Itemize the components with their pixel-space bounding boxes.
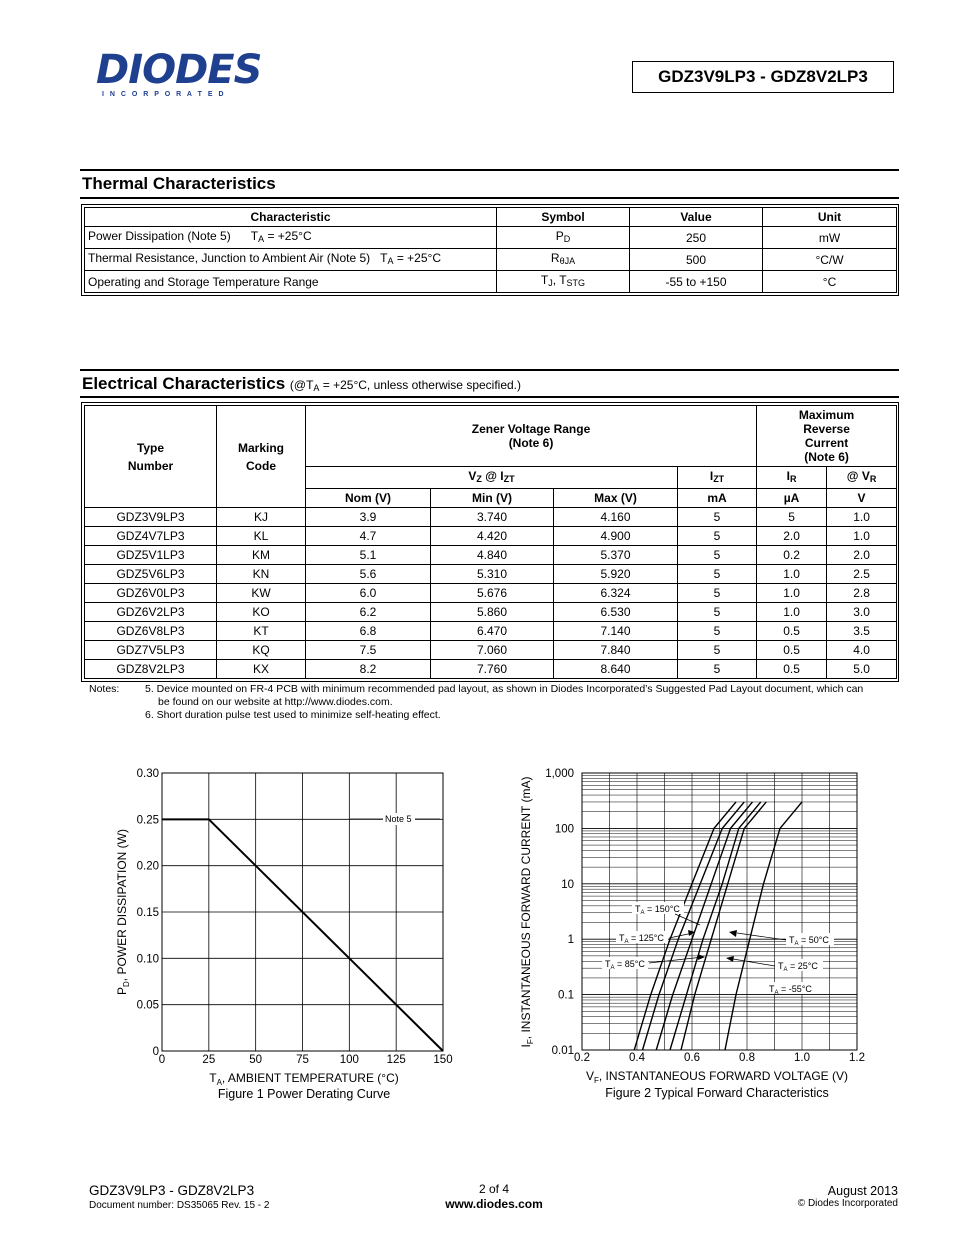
cell-marking: KJ: [217, 508, 306, 527]
thermal-row: [85, 271, 897, 293]
electrical-body: [85, 508, 897, 679]
th-unit: Unit: [763, 208, 897, 227]
cell-unit: mW: [763, 227, 897, 249]
fig2-curves: [634, 802, 802, 1050]
fig1-xlabel: $T_A$, AMBIENT TEMPERATURE (°C): [209, 1071, 399, 1087]
cell-izt: 5: [678, 660, 757, 679]
thermal-row: [85, 249, 897, 271]
cell-type: GDZ7V5LP3: [85, 641, 217, 660]
cell-symbol: $T_J$, $T_{STG}$: [497, 271, 630, 293]
cell-min: 5.310: [431, 565, 554, 584]
fig2-xtick: 1.2: [849, 1052, 865, 1064]
cell-marking: KO: [217, 603, 306, 622]
th-ir: $I_R$: [757, 467, 827, 489]
diodes-logo: [96, 47, 271, 98]
cell-marking: KX: [217, 660, 306, 679]
th-value: Value: [630, 208, 763, 227]
cell-vr: 2.5: [827, 565, 897, 584]
cell-max: 5.370: [554, 546, 678, 565]
cell-marking: KW: [217, 584, 306, 603]
electrical-title-wrap: [82, 374, 521, 394]
label-125c: $T_A = 125^\circ C$: [619, 933, 664, 945]
fig2-ytick: 10: [561, 878, 574, 891]
cell-max: 8.640: [554, 660, 678, 679]
cell-max: 4.900: [554, 527, 678, 546]
figure-1-chart: [100, 760, 470, 1105]
cell-ir: 1.0: [757, 565, 827, 584]
fig1-note-label: Note 5: [385, 814, 412, 824]
electrical-row: [85, 546, 897, 565]
cell-izt: 5: [678, 546, 757, 565]
fig1-ytick: 0.15: [136, 907, 159, 919]
cell-value: 500: [630, 249, 763, 271]
cell-max: 6.324: [554, 584, 678, 603]
notes-label: Notes:: [89, 683, 120, 695]
note-5-cont: be found on our website at http://www.diodes.com.: [158, 696, 393, 708]
th-symbol: Symbol: [497, 208, 630, 227]
cell-value: 250: [630, 227, 763, 249]
th-characteristic: Characteristic: [85, 208, 497, 227]
electrical-table-frame: [81, 402, 899, 682]
th-zener-range: Zener Voltage Range (Note 6): [306, 406, 757, 467]
part-range-box: [632, 61, 894, 93]
cell-izt: 5: [678, 565, 757, 584]
fig1-ytick: 0.30: [136, 768, 159, 780]
cell-unit: °C/W: [763, 249, 897, 271]
cell-vr: 3.0: [827, 603, 897, 622]
thermal-title: Thermal Characteristics: [82, 174, 276, 193]
electrical-header-row: [85, 406, 897, 467]
fig1-ytick: 0.20: [136, 860, 159, 873]
fig1-xtick: 25: [202, 1054, 216, 1066]
fig2-curve-0: [634, 802, 736, 1050]
cell-max: 4.160: [554, 508, 678, 527]
electrical-row: [85, 660, 897, 679]
fig2-xtick: 0.2: [574, 1052, 590, 1064]
fig1-ytick: 0: [152, 1046, 159, 1058]
note-6: 6. Short duration pulse test used to minimize self-heating effect.: [145, 709, 441, 721]
thermal-row: [85, 227, 897, 249]
electrical-table: [84, 405, 897, 679]
fig1-xtick: 0: [158, 1054, 166, 1066]
fig1-ytick: 0.25: [136, 814, 159, 827]
thermal-table: [84, 207, 897, 293]
th-izt: $I_{ZT}$: [678, 467, 757, 489]
fig2-ylabel: $I_F$, INSTANTANEOUS FORWARD CURRENT (mA): [519, 776, 535, 1048]
fig2-ytick: 1: [567, 934, 574, 947]
cell-type: GDZ3V9LP3: [85, 508, 217, 527]
cell-nom: 6.8: [306, 622, 431, 641]
cell-marking: KQ: [217, 641, 306, 660]
th-nom: Nom (V): [306, 489, 431, 508]
cell-nom: 7.5: [306, 641, 431, 660]
cell-characteristic: Power Dissipation (Note 5) $T_A = +25^\circ C$: [85, 227, 497, 249]
cell-type: GDZ5V1LP3: [85, 546, 217, 565]
cell-nom: 6.2: [306, 603, 431, 622]
th-ma: mA: [678, 489, 757, 508]
cell-type: GDZ6V8LP3: [85, 622, 217, 641]
th-at-vr: @ $V_R$: [827, 467, 897, 489]
cell-max: 7.140: [554, 622, 678, 641]
electrical-row: [85, 584, 897, 603]
cell-ir: 2.0: [757, 527, 827, 546]
th-v: V: [827, 489, 897, 508]
cell-marking: KN: [217, 565, 306, 584]
thermal-rule-bottom: [80, 197, 899, 199]
thermal-table-frame: [81, 204, 899, 296]
thermal-header-row: [85, 208, 897, 227]
label-50c: $T_A = 50^\circ C$: [789, 935, 829, 947]
cell-vr: 2.0: [827, 546, 897, 565]
th-min: Min (V): [431, 489, 554, 508]
cell-vr: 3.5: [827, 622, 897, 641]
fig2-xtick: 0.4: [629, 1052, 645, 1064]
fig1-xtick: 125: [386, 1054, 406, 1066]
cell-type: GDZ4V7LP3: [85, 527, 217, 546]
cell-type: GDZ8V2LP3: [85, 660, 217, 679]
fig1-xtick: 150: [433, 1054, 453, 1066]
cell-min: 3.740: [431, 508, 554, 527]
cell-izt: 5: [678, 622, 757, 641]
part-range: GDZ3V9LP3 - GDZ8V2LP3: [658, 67, 868, 86]
th-max: Max (V): [554, 489, 678, 508]
cell-type: GDZ6V0LP3: [85, 584, 217, 603]
fig2-ytick: 0.1: [558, 989, 574, 1002]
cell-nom: 5.6: [306, 565, 431, 584]
fig2-ytick: 1,000: [545, 768, 574, 780]
cell-ir: 0.5: [757, 622, 827, 641]
cell-ir: 0.5: [757, 660, 827, 679]
cell-nom: 8.2: [306, 660, 431, 679]
cell-marking: KM: [217, 546, 306, 565]
electrical-rule-bottom: [80, 396, 899, 398]
logo-subtitle: I N C O R P O R A T E D: [102, 91, 226, 98]
cell-vr: 5.0: [827, 660, 897, 679]
fig2-curve-5: [725, 802, 802, 1050]
cell-min: 6.470: [431, 622, 554, 641]
cell-ir: 5: [757, 508, 827, 527]
fig1-caption: Figure 1 Power Derating Curve: [217, 1087, 391, 1101]
electrical-row: [85, 527, 897, 546]
fig2-curve-2: [656, 802, 752, 1050]
electrical-subtitle: ($@T_A = +25^\circ C$, unless otherwise specified.): [289, 378, 522, 393]
cell-izt: 5: [678, 527, 757, 546]
footer-docnum: Document number: DS35065 Rev. 15 - 2: [89, 1200, 270, 1211]
cell-ir: 0.5: [757, 641, 827, 660]
cell-marking: KL: [217, 527, 306, 546]
fig2-ytick: 0.01: [551, 1045, 574, 1057]
cell-characteristic: Operating and Storage Temperature Range: [85, 271, 497, 293]
notes-block: [89, 683, 899, 722]
fig1-ylabel: $P_D$, POWER DISSIPATION (W): [115, 828, 131, 996]
electrical-title: Electrical Characteristics: [82, 374, 286, 393]
cell-vr: 1.0: [827, 527, 897, 546]
figure-2-chart: [515, 760, 890, 1105]
cell-max: 5.920: [554, 565, 678, 584]
cell-value: -55 to +150: [630, 271, 763, 293]
fig1-ytick: 0.10: [136, 953, 159, 966]
th-vz-at-izt: $V_Z$ @ $I_{ZT}$: [306, 467, 678, 489]
cell-nom: 6.0: [306, 584, 431, 603]
fig2-xtick: 1.0: [794, 1052, 810, 1064]
cell-ir: 1.0: [757, 584, 827, 603]
cell-nom: 5.1: [306, 546, 431, 565]
footer-part: GDZ3V9LP3 - GDZ8V2LP3: [89, 1183, 255, 1198]
electrical-row: [85, 622, 897, 641]
cell-izt: 5: [678, 603, 757, 622]
cell-ir: 0.2: [757, 546, 827, 565]
cell-symbol: $R_{\theta JA}$: [497, 249, 630, 271]
cell-vr: 4.0: [827, 641, 897, 660]
fig2-curve-1: [643, 802, 745, 1050]
label-150c: $T_A = 150^\circ C$: [635, 904, 680, 916]
cell-min: 4.840: [431, 546, 554, 565]
thermal-rule-top: [80, 169, 899, 171]
th-max-reverse-current: Maximum Reverse Current (Note 6): [757, 406, 897, 467]
cell-characteristic: Thermal Resistance, Junction to Ambient Air (Note 5) $T_A = +25^\circ C$: [85, 249, 497, 271]
electrical-row: [85, 603, 897, 622]
cell-type: GDZ5V6LP3: [85, 565, 217, 584]
fig2-xtick: 0.8: [739, 1052, 755, 1064]
electrical-row: [85, 508, 897, 527]
cell-min: 5.676: [431, 584, 554, 603]
fig1-tick-labels: [137, 768, 453, 1066]
cell-izt: 5: [678, 641, 757, 660]
fig2-caption: Figure 2 Typical Forward Characteristics: [605, 1086, 829, 1100]
electrical-row: [85, 565, 897, 584]
th-type-number: Type Number: [85, 406, 217, 508]
cell-vr: 2.8: [827, 584, 897, 603]
footer-url[interactable]: www.diodes.com: [445, 1197, 543, 1211]
footer-page: 2 of 4: [478, 1182, 510, 1196]
electrical-rule-top: [80, 369, 899, 371]
note-5: 5. Device mounted on FR-4 PCB with minimum recommended pad layout, as shown in Diodes Incorporated’s Suggested Pad Layout document, which can: [145, 683, 864, 695]
cell-izt: 5: [678, 584, 757, 603]
cell-type: GDZ6V2LP3: [85, 603, 217, 622]
th-ua: µA: [757, 489, 827, 508]
cell-nom: 4.7: [306, 527, 431, 546]
electrical-row: [85, 641, 897, 660]
cell-min: 4.420: [431, 527, 554, 546]
th-marking-code: Marking Code: [217, 406, 306, 508]
fig2-xtick: 0.6: [684, 1052, 700, 1064]
fig1-ytick: 0.05: [136, 999, 159, 1012]
logo-wordmark: DIODES: [96, 47, 262, 93]
cell-min: 7.060: [431, 641, 554, 660]
cell-min: 7.760: [431, 660, 554, 679]
fig1-xtick: 100: [339, 1054, 359, 1066]
label-minus55c: $T_A = -55^\circ C$: [769, 984, 812, 996]
cell-izt: 5: [678, 508, 757, 527]
cell-max: 6.530: [554, 603, 678, 622]
cell-unit: °C: [763, 271, 897, 293]
cell-min: 5.860: [431, 603, 554, 622]
fig2-tick-labels: [545, 768, 865, 1064]
label-85c: $T_A = 85^\circ C$: [605, 959, 645, 971]
label-25c: $T_A = 25^\circ C$: [778, 961, 818, 973]
cell-ir: 1.0: [757, 603, 827, 622]
cell-max: 7.840: [554, 641, 678, 660]
cell-marking: KT: [217, 622, 306, 641]
cell-nom: 3.9: [306, 508, 431, 527]
footer-date: August 2013: [827, 1184, 898, 1198]
footer-copyright: © Diodes Incorporated: [797, 1198, 898, 1209]
fig1-xtick: 50: [249, 1054, 263, 1066]
fig2-ytick: 100: [554, 823, 574, 836]
cell-vr: 1.0: [827, 508, 897, 527]
fig1-xtick: 75: [296, 1054, 309, 1066]
cell-symbol: $P_D$: [497, 227, 630, 249]
fig2-xlabel: $V_F$, INSTANTANEOUS FORWARD VOLTAGE (V): [585, 1069, 849, 1085]
